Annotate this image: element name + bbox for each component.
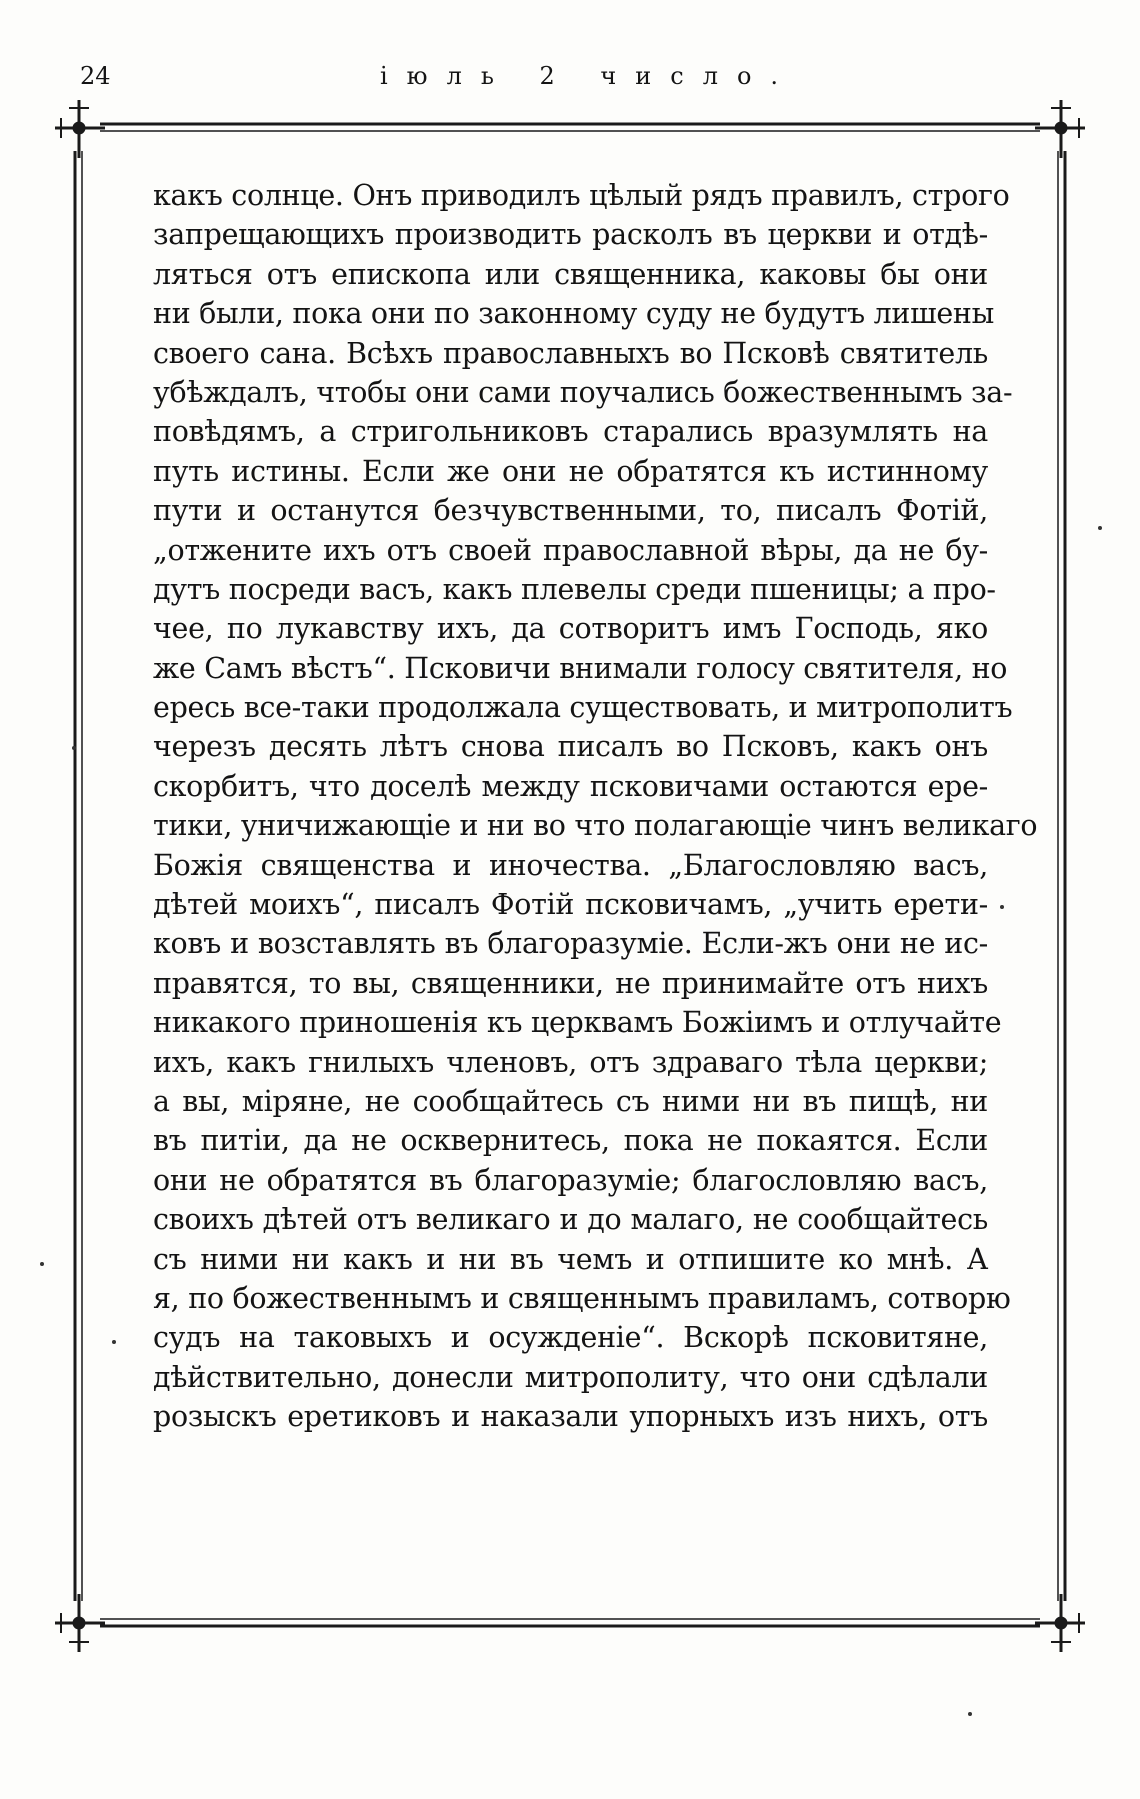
text-line: въ питіи, да не осквернитесь, пока не покаятся. Если [153, 1124, 988, 1158]
running-title: іюль 2 число. [380, 62, 798, 90]
text-line: дѣйствительно, донесли митрополиту, что они сдѣлали [153, 1360, 988, 1394]
text-line: путь истины. Если же они не обратятся къ истинному [153, 454, 988, 488]
text-line: правятся, то вы, священники, не принимайте отъ нихъ [153, 966, 988, 1000]
text-line: съ ними ни какъ и ни въ чемъ и отпишите ко мнѣ. А [153, 1242, 988, 1276]
text-line: запрещающихъ производить расколъ въ церкви и отдѣ- [153, 218, 988, 252]
text-line: черезъ десять лѣтъ снова писалъ во Псковъ, какъ онъ [153, 730, 988, 764]
text-line: а вы, міряне, не сообщайтесь съ ними ни въ пищѣ, ни [153, 1084, 988, 1118]
text-line: я, по божественнымъ и священнымъ правиламъ, сотворю [153, 1281, 1011, 1315]
text-line: повѣдямъ, а стригольниковъ старались вразумлять на [153, 415, 988, 449]
text-line: пути и останутся безчувственными, то, писалъ Фотій, [153, 494, 988, 528]
text-line: тики, уничижающіе и ни во что полагающіе чинъ великаго [153, 809, 1038, 843]
text-line: какъ солнце. Онъ приводилъ цѣлый рядъ правилъ, строго [153, 179, 1010, 212]
text-line: розыскъ еретиковъ и наказали упорныхъ изъ нихъ, отъ [153, 1400, 988, 1434]
text-line: ересь все-таки продолжала существовать, и митрополитъ [153, 691, 1013, 725]
scan-speck [1098, 526, 1102, 530]
text-line: ихъ, какъ гнилыхъ членовъ, отъ здраваго тѣла церкви; [153, 1045, 988, 1079]
text-line: Божія священства и иночества. „Благословляю васъ, [153, 848, 988, 882]
page-number: 24 [80, 62, 111, 90]
corner-ornament-icon [1035, 100, 1085, 158]
text-line: ни были, пока они по законному суду не будутъ лишены [153, 297, 994, 331]
text-line: ковъ и возставлять въ благоразуміе. Если-жъ они не ис- [153, 927, 988, 961]
corner-ornament-icon [55, 1594, 105, 1652]
text-line: своихъ дѣтей отъ великаго и до малаго, не сообщайтесь [153, 1203, 988, 1237]
scan-speck [112, 1340, 116, 1344]
corner-ornament-icon [1035, 1594, 1085, 1652]
body-text [153, 176, 1038, 1437]
scan-speck [40, 1262, 44, 1266]
scan-speck [72, 746, 76, 750]
text-line: „отжените ихъ отъ своей православной вѣры, да не бу- [153, 533, 988, 567]
text-line: скорбитъ, что доселѣ между псковичами остаются ере- [153, 769, 988, 803]
text-line: своего сана. Всѣхъ православныхъ во Псковѣ святитель [153, 336, 988, 370]
text-line: никакого приношенія къ церквамъ Божіимъ и отлучайте [153, 1006, 1002, 1040]
text-line: убѣждалъ, чтобы они сами поучались божественнымъ за- [153, 375, 1013, 409]
text-line: судъ на таковыхъ и осужденіе“. Вскорѣ псковитяне, [153, 1321, 988, 1355]
text-line: ляться отъ епископа или священника, каковы бы они [153, 257, 988, 291]
text-line: дѣтей моихъ“, писалъ Фотій псковичамъ, „учить ерети- [153, 888, 988, 922]
corner-ornament-icon [55, 100, 105, 158]
text-line: же Самъ вѣстъ“. Псковичи внимали голосу святителя, но [153, 651, 1008, 685]
text-line: они не обратятся въ благоразуміе; благословляю васъ, [153, 1163, 988, 1197]
scan-speck [968, 1712, 972, 1716]
scan-speck [1000, 905, 1004, 909]
text-line: чее, по лукавству ихъ, да сотворитъ имъ Господь, яко [153, 612, 988, 646]
text-line: дутъ посреди васъ, какъ плевелы среди пшеницы; а про- [153, 572, 996, 606]
